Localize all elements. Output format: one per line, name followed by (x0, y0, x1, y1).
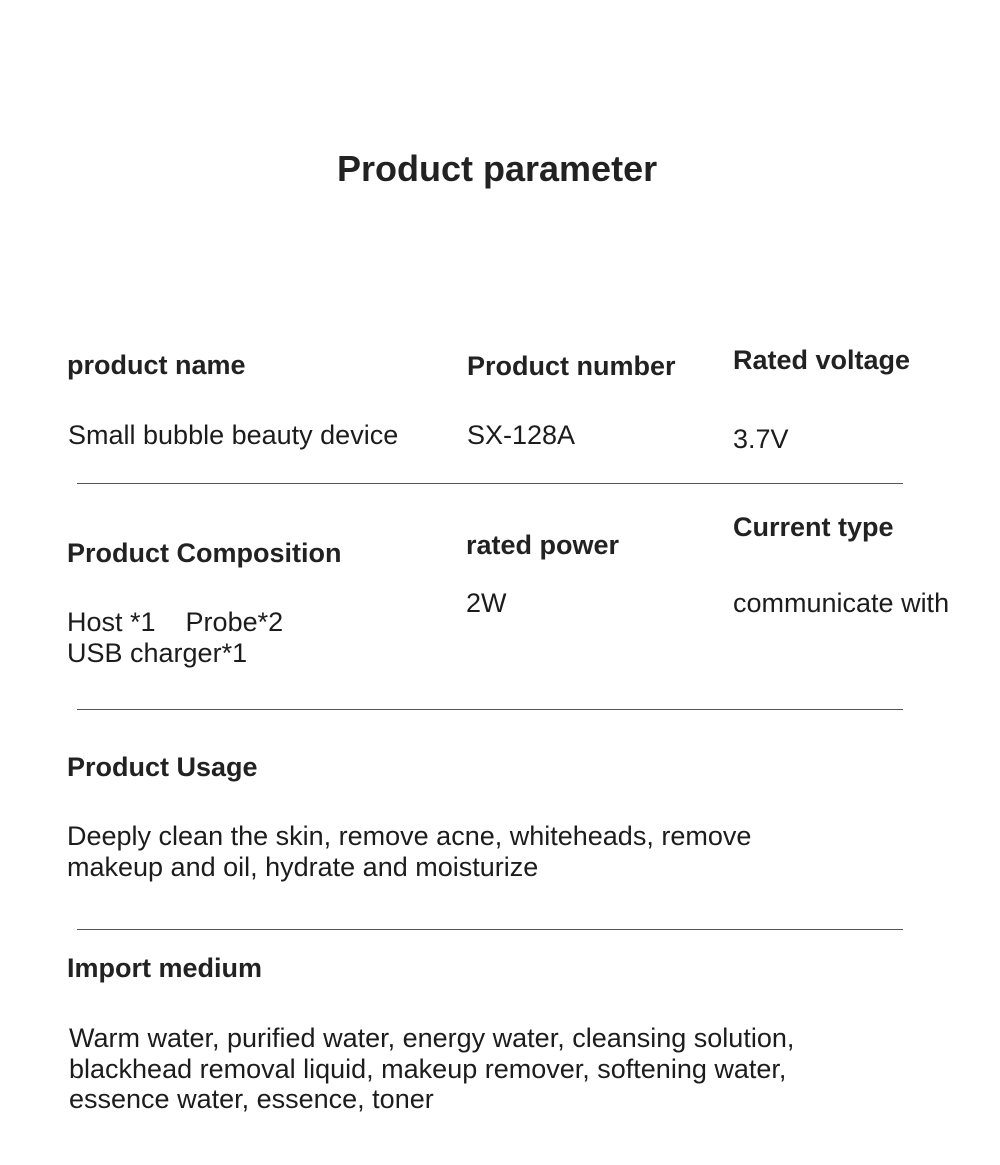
rated-voltage-value: 3.7V (733, 424, 789, 454)
current-type-value: communicate with (733, 588, 950, 618)
rated-power-value: 2W (466, 588, 507, 618)
product-usage-label: Product Usage (67, 752, 258, 782)
product-composition-value-line2: USB charger*1 (67, 638, 248, 668)
product-usage-line2: makeup and oil, hydrate and moisturize (67, 852, 539, 882)
product-name-value: Small bubble beauty device (68, 420, 399, 450)
divider-2 (77, 709, 903, 710)
import-medium-line2: blackhead removal liquid, makeup remover, softening water, (69, 1054, 787, 1084)
import-medium-line3: essence water, essence, toner (69, 1084, 434, 1114)
import-medium-label: Import medium (67, 953, 263, 983)
page-title: Product parameter (337, 148, 658, 189)
product-composition-value-line1: Host *1 Probe*2 (67, 607, 284, 637)
import-medium-line1: Warm water, purified water, energy water, cleansing solution, (69, 1023, 795, 1053)
product-composition-label: Product Composition (67, 538, 342, 568)
product-usage-line1: Deeply clean the skin, remove acne, whiteheads, remove (67, 821, 752, 851)
divider-1 (77, 483, 903, 484)
rated-power-label: rated power (466, 530, 620, 560)
product-number-label: Product number (467, 351, 676, 381)
divider-3 (77, 929, 903, 930)
current-type-label: Current type (733, 512, 894, 542)
product-name-label: product name (67, 350, 246, 380)
rated-voltage-label: Rated voltage (733, 345, 911, 375)
product-number-value: SX-128A (467, 420, 576, 450)
